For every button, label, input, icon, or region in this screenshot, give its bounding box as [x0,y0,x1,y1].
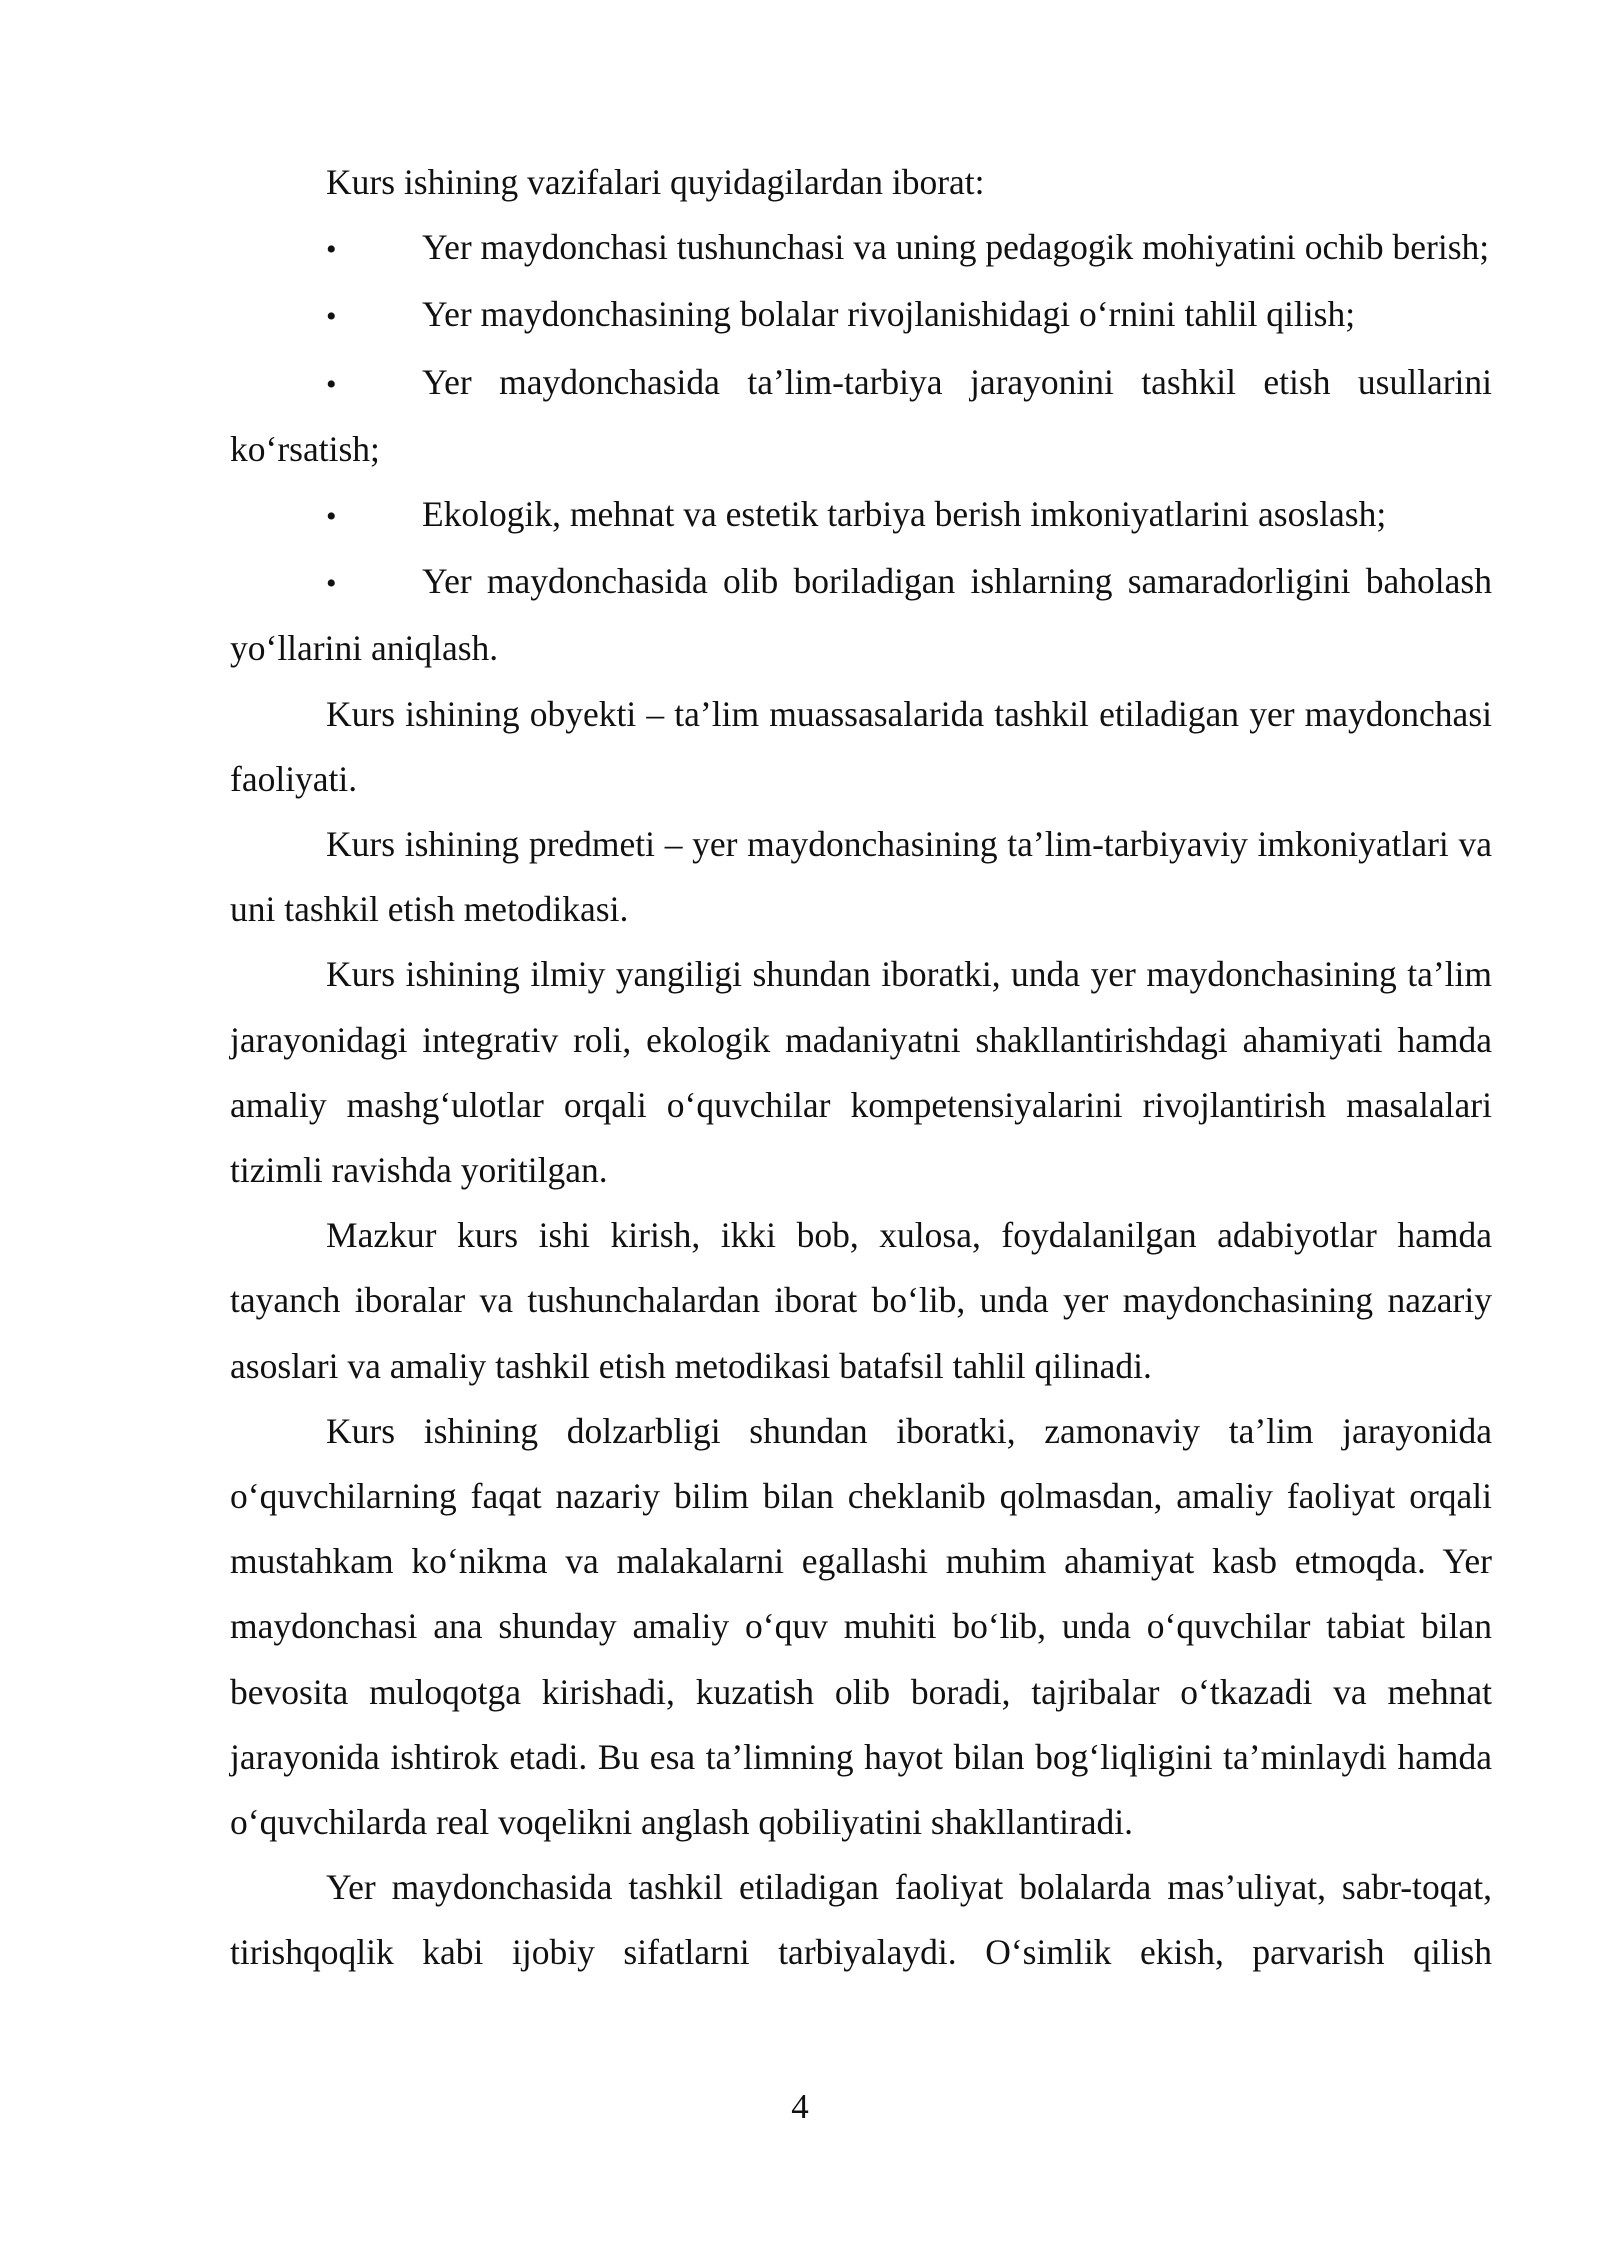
list-item [230,215,1492,282]
list-item-text: Yer maydonchasi tushunchasi va uning pedagogik mohiyatini ochib berish; [422,227,1490,268]
paragraph-continued: Yer maydonchasida tashkil etiladigan faoliyat bolalarda mas’uliyat, sabr-toqat, tirishqoqlik kabi ijobiy sifatlarni tarbiyalaydi. O‘simlik ekish, parvarish qilish [230,1867,1492,1973]
list-item [230,282,1492,349]
bullet-icon: • [326,300,337,334]
tasks-list [230,215,1492,681]
list-item-text: Ekologik, mehnat va estetik tarbiya berish imkoniyatlarini asoslash; [422,494,1387,535]
list-item [230,482,1492,549]
paragraph-structure: Mazkur kurs ishi kirish, ikki bob, xulosa, foydalanilgan adabiyotlar hamda tayanch iboralar va tushunchalardan iborat bo‘lib, unda yer maydonchasining nazariy asoslari va amaliy tashkil etish metodikasi batafsil tahlil qilinadi. [230,1215,1492,1386]
tasks-intro: Kurs ishining vazifalari quyidagilardan iborat: [326,162,985,202]
list-item [230,549,1492,681]
paragraph-object: Kurs ishining obyekti – ta’lim muassasalarida tashkil etiladigan yer maydonchasi faoliyati. [230,693,1492,799]
paragraph-novelty: Kurs ishining ilmiy yangiligi shundan iboratki, unda yer maydonchasining ta’lim jarayonidagi integrativ roli, ekologik madaniyatni shakllantirishdagi ahamiyati hamda amaliy mashg‘ulotlar orqali o‘quvchilar kompetensiyalarini rivojlantirish masalalari tizimli ravishda yoritilgan. [230,954,1492,1191]
paragraph-relevance: Kurs ishining dolzarbligi shundan iboratki, zamonaviy ta’lim jarayonida o‘quvchilarning faqat nazariy bilim bilan cheklanib qolmasdan, amaliy faoliyat orqali mustahkam ko‘nikma va malakalarni egallashi muhim ahamiyat kasb etmoqda. Yer maydonchasi ana shunday amaliy o‘quv muhiti bo‘lib, unda o‘quvchilar tabiat bilan bevosita muloqotga kirishadi, kuzatish olib boradi, tajribalar o‘tkazadi va mehnat jarayonida ishtirok etadi. Bu esa ta’limning hayot bilan bog‘liqligini ta’minlaydi hamda o‘quvchilarda real voqelikni anglash qobiliyatini shakllantiradi. [230,1410,1492,1843]
list-item-text: Yer maydonchasida ta’lim-tarbiya jarayonini tashkil etish usullarini ko‘rsatish; [230,361,1492,469]
list-item-text: Yer maydonchasining bolalar rivojlanishidagi o‘rnini tahlil qilish; [422,294,1356,335]
list-item [230,350,1492,482]
bullet-icon: • [326,500,337,534]
document-body [230,150,1492,1986]
paragraph-subject: Kurs ishining predmeti – yer maydonchasining ta’lim-tarbiyaviy imkoniyatlari va uni tashkil etish metodikasi. [230,824,1492,930]
list-item-text: Yer maydonchasida olib boriladigan ishlarning samaradorligini baholash yo‘llarini aniqlash. [230,561,1492,669]
page-number: 4 [791,2087,809,2126]
bullet-icon: • [326,233,337,267]
bullet-icon: • [326,567,337,601]
bullet-icon: • [326,367,337,401]
